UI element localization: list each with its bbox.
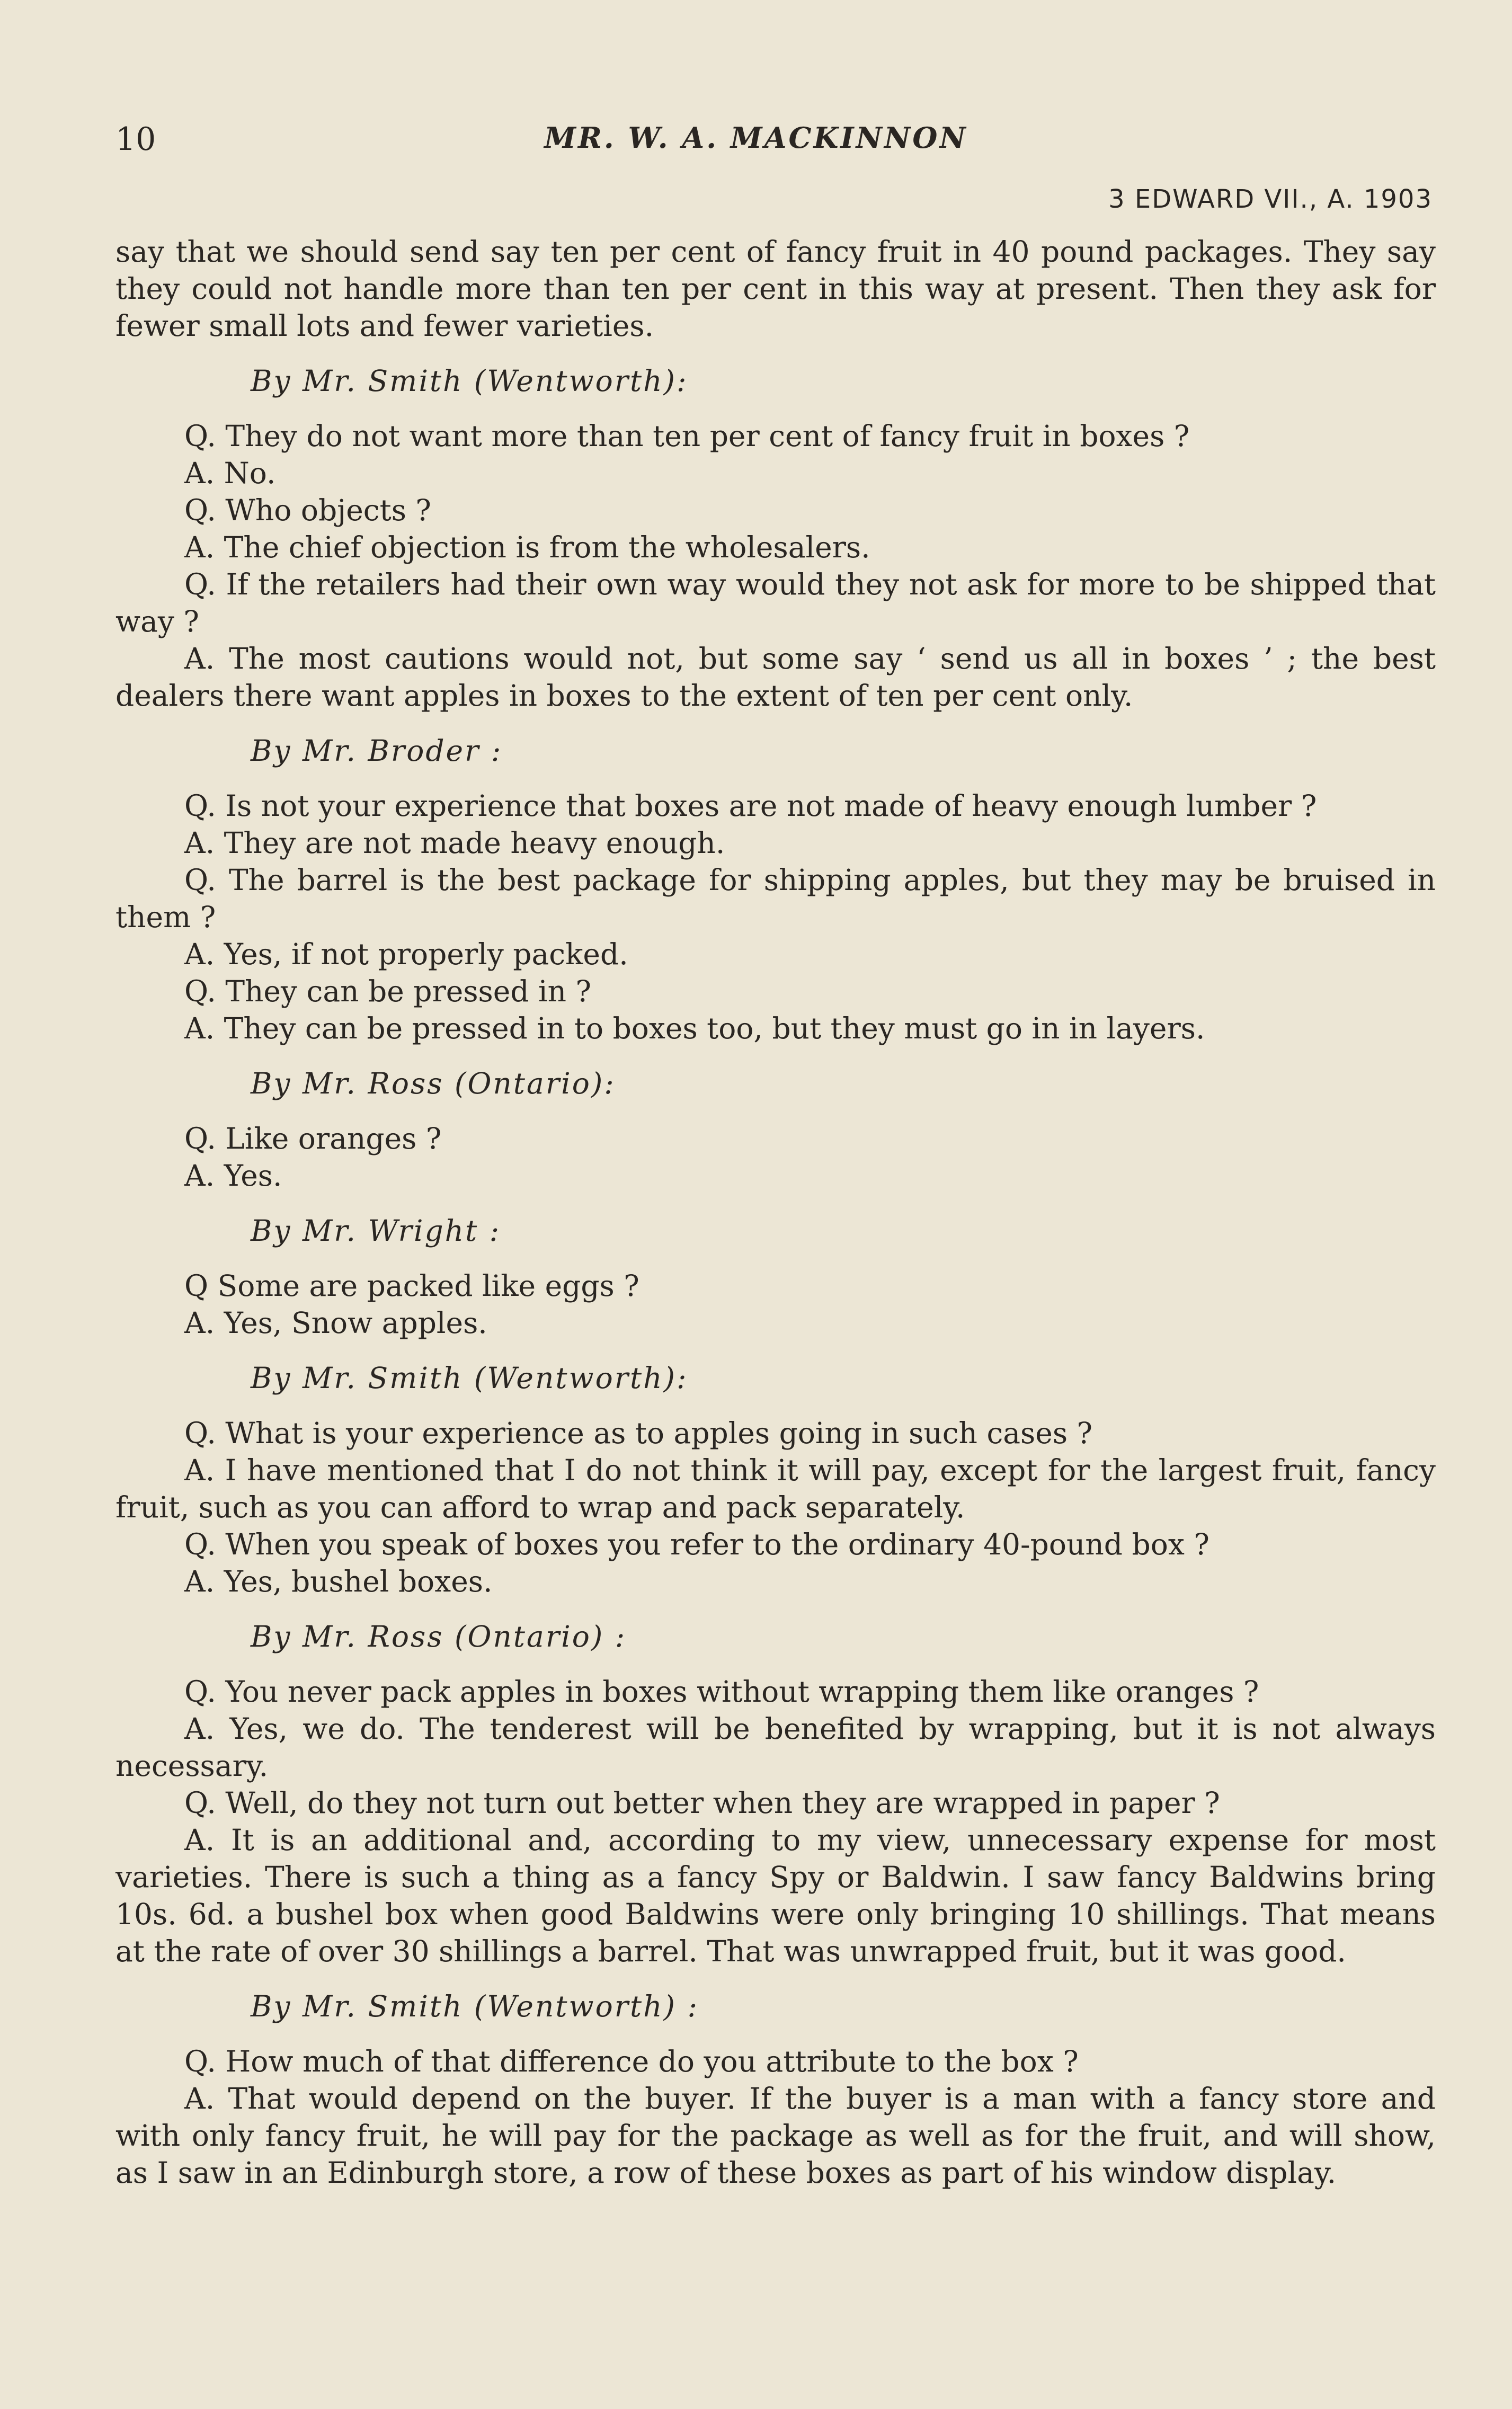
speaker-heading: By Mr. Smith (Wentworth): — [251, 364, 688, 398]
question: Q. They do not want more than ten per cent of fancy fruit in boxes ? — [184, 419, 1190, 453]
question: Q. When you speak of boxes you refer to the ordinary 40-pound box ? — [184, 1527, 1209, 1561]
body-text — [115, 233, 1436, 2191]
question: Q. How much of that difference do you attribute to the box ? — [184, 2044, 1079, 2078]
speaker-heading: By Mr. Smith (Wentworth): — [251, 1361, 688, 1395]
question: Q. Well, do they not turn out better when they are wrapped in paper ? — [184, 1786, 1220, 1820]
intro-paragraph: say that we should send say ten per cent of fancy fruit in 40 pound packages. They say they could not handle more than ten per cent in this way at present. Then they ask for fewer small lots and fewer varieties. — [115, 235, 1436, 343]
answer: A. They can be pressed in to boxes too, but they must go in in layers. — [184, 1011, 1205, 1045]
answer: A. It is an additional and, according to my view, unnecessary expense for most varieties. There is such a thing as a fancy Spy or Baldwin. I saw fancy Baldwins bring 10s. 6d. a bushel box when good Baldwins were only bringing 10 shillings. That means at the rate of over 30 shillings a barrel. That was unwrapped fruit, but it was good. — [115, 1823, 1436, 1968]
question: Q. They can be pressed in ? — [184, 974, 591, 1008]
question: Q. You never pack apples in boxes without wrapping them like oranges ? — [184, 1675, 1259, 1709]
answer: A. They are not made heavy enough. — [184, 826, 725, 860]
question: Q Some are packed like eggs ? — [184, 1269, 639, 1303]
speaker-heading: By Mr. Ross (Ontario): — [251, 1066, 616, 1100]
answer: A. Yes, Snow apples. — [184, 1306, 487, 1340]
page-number: 10 — [115, 121, 156, 158]
question: Q. Is not your experience that boxes are not made of heavy enough lumber ? — [184, 789, 1317, 823]
answer: A. Yes, if not properly packed. — [184, 937, 628, 971]
answer: A. That would depend on the buyer. If the buyer is a man with a fancy store and with only fancy fruit, he will pay for the package as well as for the fruit, and will show, as I saw in an Edinburgh store, a row of these boxes as part of his window display. — [115, 2082, 1436, 2190]
answer: A. The most cautions would not, but some say ‘ send us all in boxes ’ ; the best dealers there want apples in boxes to the extent of ten per cent only. — [115, 642, 1436, 713]
question: Q. What is your experience as to apples going in such cases ? — [184, 1416, 1093, 1450]
answer: A. The chief objection is from the wholesalers. — [184, 530, 870, 564]
speaker-heading: By Mr. Ross (Ontario) : — [251, 1620, 627, 1654]
question: Q. Like oranges ? — [184, 1122, 442, 1155]
session-label: 3 EDWARD VII., A. 1903 — [1108, 184, 1433, 214]
answer: A. No. — [184, 456, 276, 490]
speaker-heading: By Mr. Wright : — [251, 1214, 501, 1248]
answer: A. Yes. — [184, 1159, 282, 1193]
answer: A. Yes, bushel boxes. — [184, 1564, 493, 1598]
question: Q. Who objects ? — [184, 493, 431, 527]
question: Q. The barrel is the best package for shipping apples, but they may be bruised in them ? — [115, 863, 1436, 934]
running-title: MR. W. A. MACKINNON — [544, 121, 968, 155]
question: Q. If the retailers had their own way would they not ask for more to be shipped that way ? — [115, 567, 1436, 638]
answer: A. I have mentioned that I do not think it will pay, except for the largest fruit, fancy fruit, such as you can afford to wrap and pack separately. — [115, 1453, 1436, 1524]
speaker-heading: By Mr. Broder : — [251, 734, 503, 768]
answer: A. Yes, we do. The tenderest will be benefited by wrapping, but it is not always necessary. — [115, 1712, 1436, 1783]
speaker-heading: By Mr. Smith (Wentworth) : — [251, 1989, 699, 2023]
